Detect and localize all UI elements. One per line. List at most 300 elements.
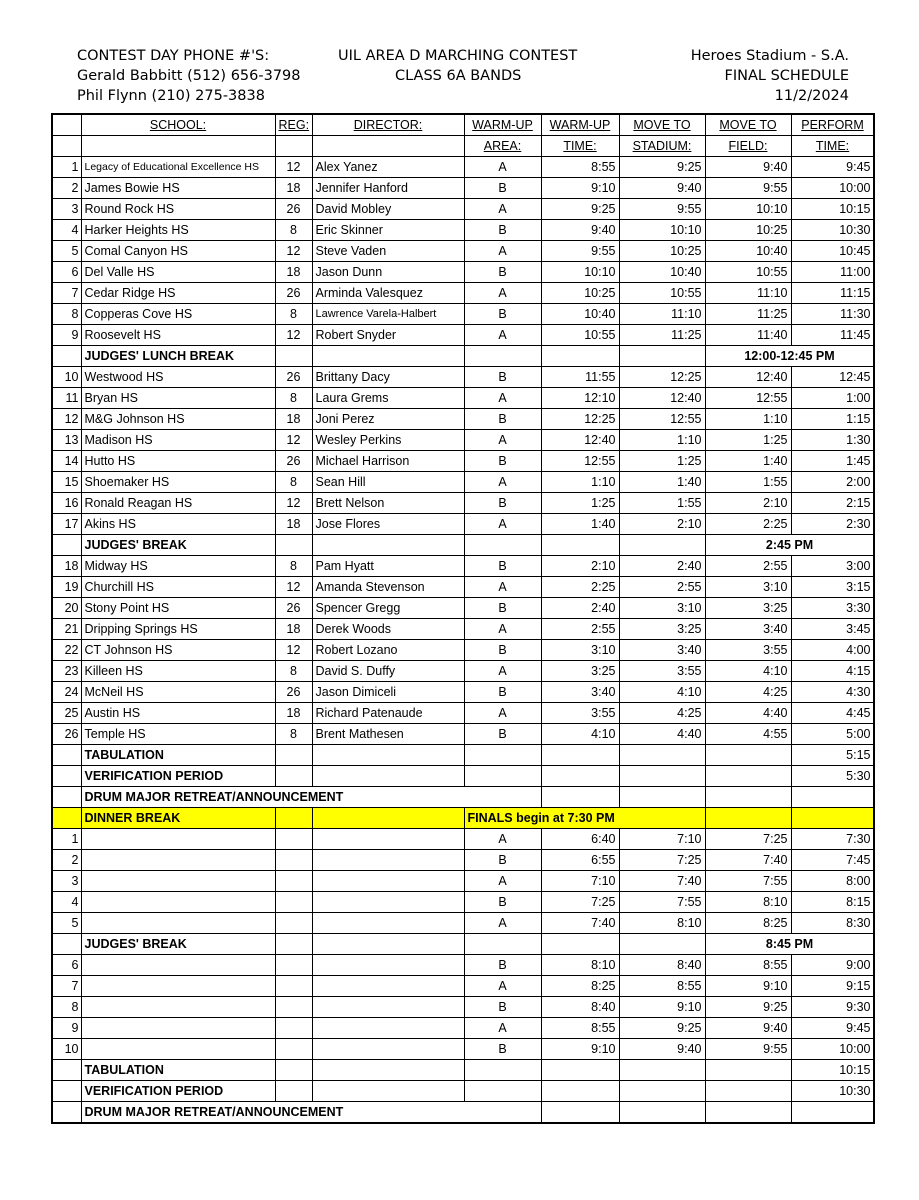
row-number: 8 bbox=[52, 997, 81, 1018]
warmup-time: 7:10 bbox=[541, 871, 619, 892]
move-to-field-time: 3:10 bbox=[705, 577, 791, 598]
director-name: Richard Patenaude bbox=[312, 703, 464, 724]
break-label: JUDGES' BREAK bbox=[81, 934, 275, 955]
region: 8 bbox=[275, 661, 312, 682]
event-time: 5:30 bbox=[791, 766, 874, 787]
director-name: Brittany Dacy bbox=[312, 367, 464, 388]
warmup-time: 11:55 bbox=[541, 367, 619, 388]
director-name: Michael Harrison bbox=[312, 451, 464, 472]
warmup-time: 1:25 bbox=[541, 493, 619, 514]
schedule-row bbox=[52, 199, 874, 220]
warmup-area: B bbox=[464, 640, 541, 661]
warmup-time: 3:55 bbox=[541, 703, 619, 724]
warmup-time: 9:10 bbox=[541, 1039, 619, 1060]
finals-note: FINALS begin at 7:30 PM bbox=[464, 808, 705, 829]
schedule-row bbox=[52, 472, 874, 493]
move-to-stadium-time: 1:55 bbox=[619, 493, 705, 514]
row-number: 15 bbox=[52, 472, 81, 493]
row-number: 5 bbox=[52, 241, 81, 262]
move-to-stadium-time: 2:10 bbox=[619, 514, 705, 535]
row-number: 25 bbox=[52, 703, 81, 724]
director-name: Laura Grems bbox=[312, 388, 464, 409]
warmup-time: 12:25 bbox=[541, 409, 619, 430]
col-director: DIRECTOR: bbox=[312, 114, 464, 136]
region: 26 bbox=[275, 451, 312, 472]
warmup-time: 2:25 bbox=[541, 577, 619, 598]
move-to-field-time: 11:25 bbox=[705, 304, 791, 325]
move-to-field-time: 9:55 bbox=[705, 178, 791, 199]
schedule-row bbox=[52, 829, 874, 850]
move-to-stadium-time: 7:25 bbox=[619, 850, 705, 871]
region: 12 bbox=[275, 493, 312, 514]
column-header-row bbox=[52, 114, 874, 136]
school-name: Killeen HS bbox=[81, 661, 275, 682]
schedule-row bbox=[52, 913, 874, 934]
perform-time: 11:00 bbox=[791, 262, 874, 283]
schedule-table bbox=[51, 113, 875, 1124]
contact-flynn: Phil Flynn (210) 275-3838 bbox=[77, 88, 265, 104]
row-number: 7 bbox=[52, 283, 81, 304]
warmup-area: B bbox=[464, 598, 541, 619]
move-to-field-time: 10:55 bbox=[705, 262, 791, 283]
perform-time: 9:15 bbox=[791, 976, 874, 997]
warmup-time: 8:10 bbox=[541, 955, 619, 976]
director-name bbox=[312, 1039, 464, 1060]
move-to-field-time: 12:40 bbox=[705, 367, 791, 388]
perform-time: 1:15 bbox=[791, 409, 874, 430]
row-number: 2 bbox=[52, 850, 81, 871]
perform-time: 4:00 bbox=[791, 640, 874, 661]
schedule-row bbox=[52, 703, 874, 724]
schedule-row bbox=[52, 304, 874, 325]
region: 12 bbox=[275, 325, 312, 346]
perform-time: 3:15 bbox=[791, 577, 874, 598]
schedule-row bbox=[52, 850, 874, 871]
warmup-area: A bbox=[464, 283, 541, 304]
school-name: McNeil HS bbox=[81, 682, 275, 703]
director-name bbox=[312, 892, 464, 913]
perform-time: 4:30 bbox=[791, 682, 874, 703]
school-name: Shoemaker HS bbox=[81, 472, 275, 493]
row-number: 21 bbox=[52, 619, 81, 640]
move-to-field-time: 7:40 bbox=[705, 850, 791, 871]
warmup-area: A bbox=[464, 199, 541, 220]
region: 8 bbox=[275, 304, 312, 325]
move-to-stadium-time: 7:40 bbox=[619, 871, 705, 892]
warmup-area: B bbox=[464, 850, 541, 871]
perform-time: 8:15 bbox=[791, 892, 874, 913]
region: 8 bbox=[275, 388, 312, 409]
school-name bbox=[81, 850, 275, 871]
move-to-field-time: 10:40 bbox=[705, 241, 791, 262]
perform-time: 4:45 bbox=[791, 703, 874, 724]
warmup-time: 8:25 bbox=[541, 976, 619, 997]
event-row bbox=[52, 787, 874, 808]
region: 12 bbox=[275, 430, 312, 451]
perform-time: 9:45 bbox=[791, 157, 874, 178]
col-time-sub: TIME: bbox=[541, 136, 619, 157]
region: 18 bbox=[275, 514, 312, 535]
warmup-area: B bbox=[464, 556, 541, 577]
director-name: Jennifer Hanford bbox=[312, 178, 464, 199]
header-venue bbox=[691, 46, 849, 106]
event-time: 5:15 bbox=[791, 745, 874, 766]
col-move-stadium: MOVE TO bbox=[619, 114, 705, 136]
warmup-time: 9:55 bbox=[541, 241, 619, 262]
warmup-area: B bbox=[464, 304, 541, 325]
warmup-area: A bbox=[464, 577, 541, 598]
director-name: Jose Flores bbox=[312, 514, 464, 535]
region: 26 bbox=[275, 199, 312, 220]
warmup-area: A bbox=[464, 619, 541, 640]
schedule-date: 11/2/2024 bbox=[774, 88, 849, 104]
warmup-area: A bbox=[464, 430, 541, 451]
move-to-field-time: 9:40 bbox=[705, 1018, 791, 1039]
perform-time: 5:00 bbox=[791, 724, 874, 745]
school-name: Akins HS bbox=[81, 514, 275, 535]
col-move-field: MOVE TO bbox=[705, 114, 791, 136]
schedule-row bbox=[52, 325, 874, 346]
col-stadium-sub: STADIUM: bbox=[619, 136, 705, 157]
warmup-time: 2:40 bbox=[541, 598, 619, 619]
perform-time: 10:00 bbox=[791, 178, 874, 199]
warmup-time: 12:40 bbox=[541, 430, 619, 451]
perform-time: 12:45 bbox=[791, 367, 874, 388]
move-to-field-time: 7:25 bbox=[705, 829, 791, 850]
warmup-time: 8:55 bbox=[541, 1018, 619, 1039]
warmup-time: 7:25 bbox=[541, 892, 619, 913]
director-name: Wesley Perkins bbox=[312, 430, 464, 451]
school-name: Harker Heights HS bbox=[81, 220, 275, 241]
warmup-time: 2:10 bbox=[541, 556, 619, 577]
move-to-field-time: 2:10 bbox=[705, 493, 791, 514]
event-row bbox=[52, 1060, 874, 1081]
region bbox=[275, 997, 312, 1018]
col-area-sub: AREA: bbox=[464, 136, 541, 157]
row-number: 20 bbox=[52, 598, 81, 619]
schedule-row bbox=[52, 409, 874, 430]
schedule-row bbox=[52, 1018, 874, 1039]
move-to-field-time: 4:40 bbox=[705, 703, 791, 724]
row-number: 10 bbox=[52, 1039, 81, 1060]
warmup-area: A bbox=[464, 913, 541, 934]
director-name: Lawrence Varela-Halbert bbox=[312, 304, 464, 325]
row-number: 4 bbox=[52, 892, 81, 913]
region bbox=[275, 829, 312, 850]
school-name bbox=[81, 955, 275, 976]
school-name bbox=[81, 1039, 275, 1060]
director-name: Sean Hill bbox=[312, 472, 464, 493]
header-title bbox=[338, 46, 577, 86]
region: 26 bbox=[275, 367, 312, 388]
schedule-row bbox=[52, 661, 874, 682]
schedule-row bbox=[52, 493, 874, 514]
contact-babbitt: Gerald Babbitt (512) 656-3798 bbox=[77, 68, 301, 84]
break-time: 2:45 PM bbox=[705, 535, 874, 556]
director-name bbox=[312, 829, 464, 850]
contest-title: UIL AREA D MARCHING CONTEST bbox=[338, 48, 578, 64]
warmup-time: 3:10 bbox=[541, 640, 619, 661]
row-number: 3 bbox=[52, 199, 81, 220]
director-name: Jason Dunn bbox=[312, 262, 464, 283]
move-to-field-time: 8:10 bbox=[705, 892, 791, 913]
region: 18 bbox=[275, 703, 312, 724]
schedule-row bbox=[52, 367, 874, 388]
region: 18 bbox=[275, 409, 312, 430]
col-perform: PERFORM bbox=[791, 114, 874, 136]
move-to-stadium-time: 12:55 bbox=[619, 409, 705, 430]
warmup-time: 6:40 bbox=[541, 829, 619, 850]
row-number: 6 bbox=[52, 262, 81, 283]
move-to-stadium-time: 9:40 bbox=[619, 178, 705, 199]
row-number: 4 bbox=[52, 220, 81, 241]
row-number: 14 bbox=[52, 451, 81, 472]
move-to-stadium-time: 11:25 bbox=[619, 325, 705, 346]
row-number: 9 bbox=[52, 1018, 81, 1039]
move-to-stadium-time: 3:10 bbox=[619, 598, 705, 619]
director-name bbox=[312, 997, 464, 1018]
director-name: Eric Skinner bbox=[312, 220, 464, 241]
director-name bbox=[312, 1018, 464, 1039]
row-number: 2 bbox=[52, 178, 81, 199]
director-name: Derek Woods bbox=[312, 619, 464, 640]
warmup-area: B bbox=[464, 367, 541, 388]
contest-class: CLASS 6A BANDS bbox=[395, 68, 522, 84]
event-label: VERIFICATION PERIOD bbox=[81, 1081, 275, 1102]
perform-time: 11:30 bbox=[791, 304, 874, 325]
director-name: Pam Hyatt bbox=[312, 556, 464, 577]
region: 12 bbox=[275, 241, 312, 262]
move-to-stadium-time: 9:25 bbox=[619, 157, 705, 178]
warmup-time: 12:55 bbox=[541, 451, 619, 472]
schedule-row bbox=[52, 598, 874, 619]
move-to-field-time: 8:25 bbox=[705, 913, 791, 934]
row-number: 11 bbox=[52, 388, 81, 409]
event-label: TABULATION bbox=[81, 745, 275, 766]
move-to-field-time: 9:10 bbox=[705, 976, 791, 997]
school-name: Austin HS bbox=[81, 703, 275, 724]
schedule-row bbox=[52, 577, 874, 598]
move-to-field-time: 1:55 bbox=[705, 472, 791, 493]
move-to-field-time: 12:55 bbox=[705, 388, 791, 409]
move-to-field-time: 10:10 bbox=[705, 199, 791, 220]
schedule-row bbox=[52, 556, 874, 577]
school-name: Temple HS bbox=[81, 724, 275, 745]
warmup-time: 9:40 bbox=[541, 220, 619, 241]
move-to-stadium-time: 11:10 bbox=[619, 304, 705, 325]
region: 26 bbox=[275, 598, 312, 619]
move-to-field-time: 4:10 bbox=[705, 661, 791, 682]
director-name: Jason Dimiceli bbox=[312, 682, 464, 703]
schedule-row bbox=[52, 514, 874, 535]
perform-time: 11:45 bbox=[791, 325, 874, 346]
move-to-stadium-time: 1:40 bbox=[619, 472, 705, 493]
school-name: M&G Johnson HS bbox=[81, 409, 275, 430]
schedule-row bbox=[52, 451, 874, 472]
warmup-area: B bbox=[464, 997, 541, 1018]
warmup-time: 9:10 bbox=[541, 178, 619, 199]
warmup-area: A bbox=[464, 514, 541, 535]
perform-time: 10:15 bbox=[791, 199, 874, 220]
header-contacts bbox=[77, 46, 301, 106]
row-number: 13 bbox=[52, 430, 81, 451]
row-number: 19 bbox=[52, 577, 81, 598]
school-name: Madison HS bbox=[81, 430, 275, 451]
break-label: JUDGES' LUNCH BREAK bbox=[81, 346, 275, 367]
warmup-area: B bbox=[464, 892, 541, 913]
warmup-time: 4:10 bbox=[541, 724, 619, 745]
row-number: 23 bbox=[52, 661, 81, 682]
move-to-field-time: 2:55 bbox=[705, 556, 791, 577]
region: 18 bbox=[275, 619, 312, 640]
event-row bbox=[52, 1081, 874, 1102]
school-name: Dripping Springs HS bbox=[81, 619, 275, 640]
perform-time: 4:15 bbox=[791, 661, 874, 682]
event-row bbox=[52, 745, 874, 766]
school-name: Legacy of Educational Excellence HS bbox=[81, 157, 275, 178]
perform-time: 11:15 bbox=[791, 283, 874, 304]
move-to-field-time: 3:55 bbox=[705, 640, 791, 661]
row-number: 24 bbox=[52, 682, 81, 703]
perform-time: 3:30 bbox=[791, 598, 874, 619]
row-number: 12 bbox=[52, 409, 81, 430]
perform-time: 10:45 bbox=[791, 241, 874, 262]
schedule-row bbox=[52, 388, 874, 409]
warmup-area: A bbox=[464, 157, 541, 178]
schedule-row bbox=[52, 892, 874, 913]
row-number: 18 bbox=[52, 556, 81, 577]
director-name bbox=[312, 850, 464, 871]
event-label: TABULATION bbox=[81, 1060, 275, 1081]
break-row bbox=[52, 934, 874, 955]
move-to-stadium-time: 9:10 bbox=[619, 997, 705, 1018]
region: 12 bbox=[275, 577, 312, 598]
warmup-time: 10:55 bbox=[541, 325, 619, 346]
move-to-stadium-time: 8:40 bbox=[619, 955, 705, 976]
break-time: 12:00-12:45 PM bbox=[705, 346, 874, 367]
warmup-area: B bbox=[464, 682, 541, 703]
school-name: Westwood HS bbox=[81, 367, 275, 388]
region bbox=[275, 955, 312, 976]
warmup-area: B bbox=[464, 955, 541, 976]
move-to-field-time: 11:10 bbox=[705, 283, 791, 304]
school-name: CT Johnson HS bbox=[81, 640, 275, 661]
school-name bbox=[81, 913, 275, 934]
warmup-time: 3:40 bbox=[541, 682, 619, 703]
row-number: 1 bbox=[52, 829, 81, 850]
region: 18 bbox=[275, 178, 312, 199]
schedule-label: FINAL SCHEDULE bbox=[724, 68, 849, 84]
schedule-row bbox=[52, 220, 874, 241]
schedule-row bbox=[52, 157, 874, 178]
warmup-time: 2:55 bbox=[541, 619, 619, 640]
move-to-field-time: 9:40 bbox=[705, 157, 791, 178]
move-to-field-time: 1:10 bbox=[705, 409, 791, 430]
row-number: 9 bbox=[52, 325, 81, 346]
break-row bbox=[52, 535, 874, 556]
move-to-stadium-time: 4:10 bbox=[619, 682, 705, 703]
move-to-stadium-time: 7:55 bbox=[619, 892, 705, 913]
school-name: Hutto HS bbox=[81, 451, 275, 472]
region bbox=[275, 1018, 312, 1039]
col-warmup-area: WARM-UP bbox=[464, 114, 541, 136]
school-name bbox=[81, 829, 275, 850]
region bbox=[275, 913, 312, 934]
warmup-time: 3:25 bbox=[541, 661, 619, 682]
perform-time: 2:30 bbox=[791, 514, 874, 535]
row-number: 3 bbox=[52, 871, 81, 892]
director-name: Steve Vaden bbox=[312, 241, 464, 262]
move-to-stadium-time: 7:10 bbox=[619, 829, 705, 850]
director-name: Arminda Valesquez bbox=[312, 283, 464, 304]
move-to-stadium-time: 4:40 bbox=[619, 724, 705, 745]
perform-time: 10:30 bbox=[791, 220, 874, 241]
break-time: 8:45 PM bbox=[705, 934, 874, 955]
director-name: Spencer Gregg bbox=[312, 598, 464, 619]
col-reg: REG: bbox=[275, 114, 312, 136]
warmup-area: A bbox=[464, 241, 541, 262]
col-school: SCHOOL: bbox=[81, 114, 275, 136]
school-name bbox=[81, 871, 275, 892]
move-to-field-time: 2:25 bbox=[705, 514, 791, 535]
move-to-field-time: 8:55 bbox=[705, 955, 791, 976]
school-name: Copperas Cove HS bbox=[81, 304, 275, 325]
row-number: 22 bbox=[52, 640, 81, 661]
move-to-field-time: 3:25 bbox=[705, 598, 791, 619]
school-name: Comal Canyon HS bbox=[81, 241, 275, 262]
school-name bbox=[81, 976, 275, 997]
col-field-sub: FIELD: bbox=[705, 136, 791, 157]
warmup-time: 12:10 bbox=[541, 388, 619, 409]
perform-time: 3:45 bbox=[791, 619, 874, 640]
col-perform-time-sub: TIME: bbox=[791, 136, 874, 157]
school-name: Midway HS bbox=[81, 556, 275, 577]
move-to-stadium-time: 9:55 bbox=[619, 199, 705, 220]
region: 8 bbox=[275, 220, 312, 241]
warmup-time: 10:25 bbox=[541, 283, 619, 304]
schedule-row bbox=[52, 619, 874, 640]
director-name: Robert Lozano bbox=[312, 640, 464, 661]
schedule-row bbox=[52, 682, 874, 703]
move-to-field-time: 9:55 bbox=[705, 1039, 791, 1060]
warmup-time: 10:40 bbox=[541, 304, 619, 325]
schedule-row bbox=[52, 640, 874, 661]
perform-time: 1:45 bbox=[791, 451, 874, 472]
warmup-area: B bbox=[464, 1039, 541, 1060]
event-time: 10:30 bbox=[791, 1081, 874, 1102]
move-to-stadium-time: 12:40 bbox=[619, 388, 705, 409]
warmup-area: A bbox=[464, 388, 541, 409]
move-to-field-time: 10:25 bbox=[705, 220, 791, 241]
move-to-stadium-time: 3:25 bbox=[619, 619, 705, 640]
perform-time: 9:30 bbox=[791, 997, 874, 1018]
schedule-row bbox=[52, 430, 874, 451]
warmup-time: 10:10 bbox=[541, 262, 619, 283]
region bbox=[275, 976, 312, 997]
region bbox=[275, 1039, 312, 1060]
school-name: Round Rock HS bbox=[81, 199, 275, 220]
perform-time: 9:00 bbox=[791, 955, 874, 976]
school-name bbox=[81, 1018, 275, 1039]
perform-time: 8:30 bbox=[791, 913, 874, 934]
school-name: Roosevelt HS bbox=[81, 325, 275, 346]
row-number: 6 bbox=[52, 955, 81, 976]
school-name bbox=[81, 997, 275, 1018]
region bbox=[275, 892, 312, 913]
row-number: 17 bbox=[52, 514, 81, 535]
event-row bbox=[52, 1102, 874, 1124]
director-name bbox=[312, 913, 464, 934]
